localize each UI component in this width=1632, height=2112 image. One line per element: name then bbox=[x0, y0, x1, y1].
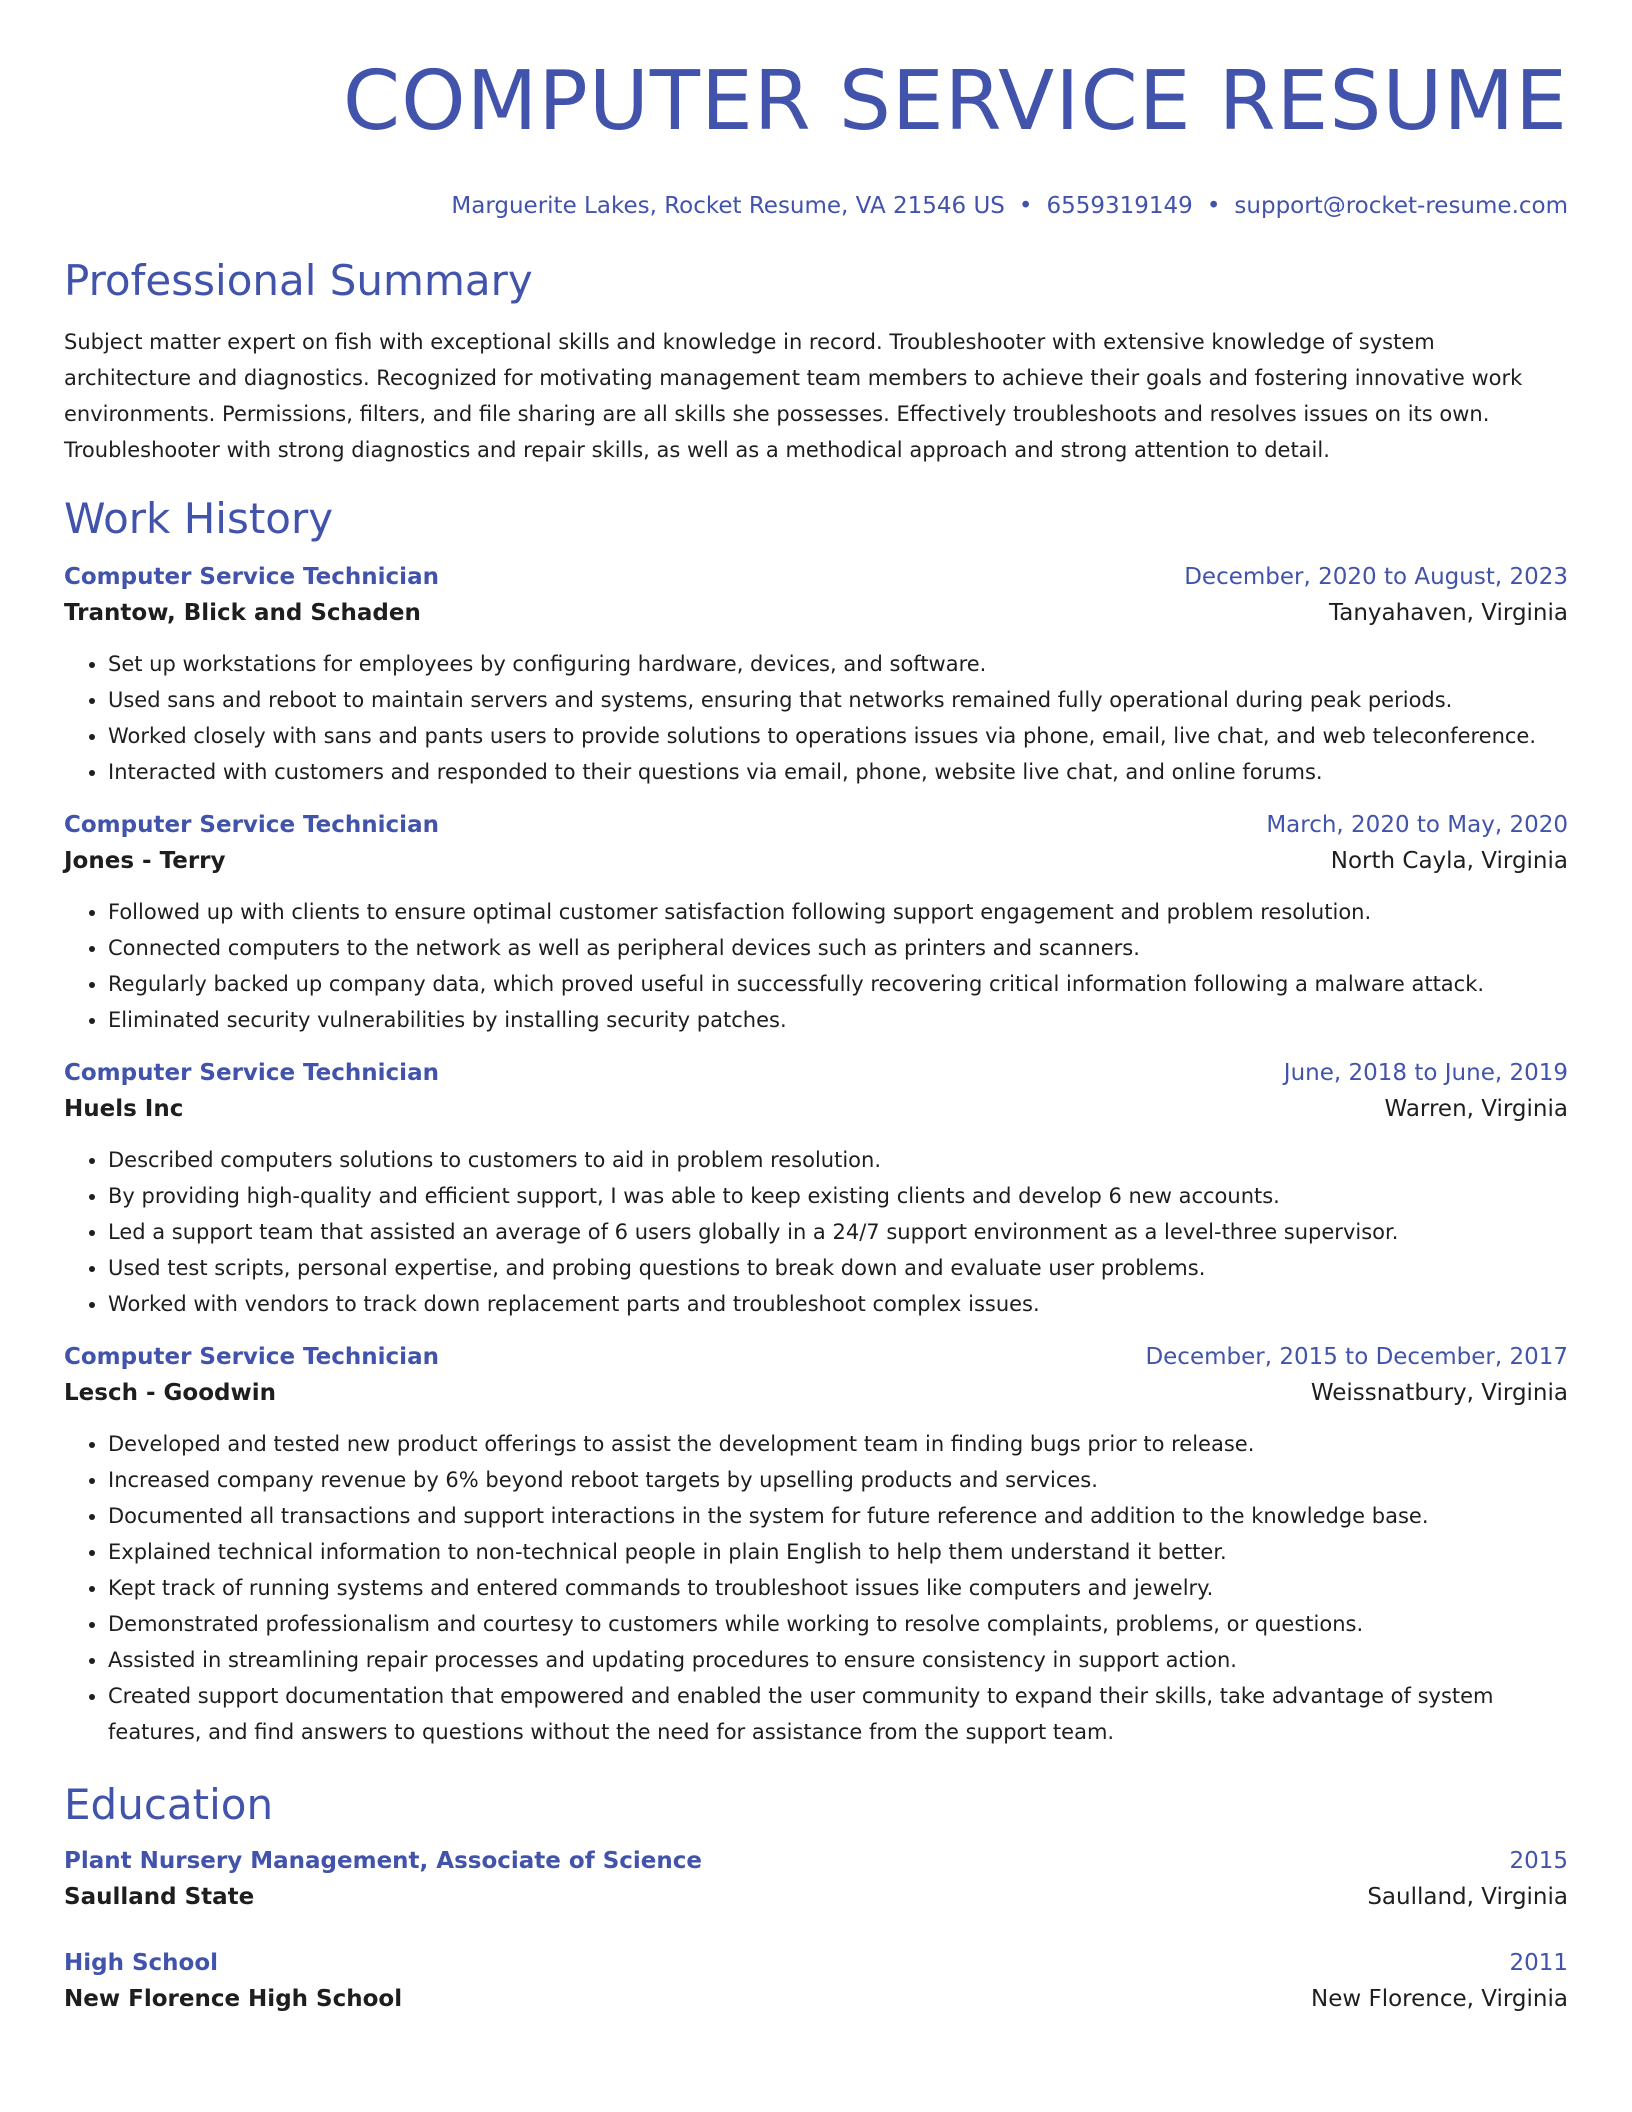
job-location: North Cayla, Virginia bbox=[1330, 848, 1568, 874]
work-entry-title-row bbox=[64, 1340, 1568, 1374]
education-title-row bbox=[64, 1844, 1568, 1878]
graduation-year: 2015 bbox=[1509, 1848, 1568, 1874]
work-entry-title-row bbox=[64, 808, 1568, 842]
school-location: Saulland, Virginia bbox=[1367, 1884, 1568, 1910]
summary-text: Subject matter expert on fish with exceptional skills and knowledge in record. Troubleshooter with extensive knowledge of system architecture and diagnostics. Recognized for motivating management team members to achieve their goals and fostering innovative work environments. Permissions, filters, and file sharing are all skills she possesses. Effectively troubleshoots and resolves issues on its own. Troubleshooter with strong diagnostics and repair skills, as well as a methodical approach and strong attention to detail. bbox=[64, 330, 1523, 462]
job-dates: December, 2015 to December, 2017 bbox=[1145, 1344, 1568, 1370]
job-bullet: • Documented all transactions and support interactions in the system for future reference and addition to the knowledge base. bbox=[108, 1498, 1568, 1534]
contact-email: support@rocket-resume.com bbox=[1234, 193, 1568, 219]
company-name: Trantow, Blick and Schaden bbox=[64, 600, 421, 626]
work-entry-company-row bbox=[64, 1374, 1568, 1412]
work-entry-company-row bbox=[64, 594, 1568, 632]
job-bullet: • Explained technical information to non-technical people in plain English to help them understand it better. bbox=[108, 1534, 1568, 1570]
summary-heading: Professional Summary bbox=[64, 256, 533, 305]
work-entry-company-row bbox=[64, 1090, 1568, 1128]
job-bullet-list bbox=[64, 1426, 1568, 1750]
job-title: Computer Service Technician bbox=[64, 1060, 439, 1086]
job-bullet: • Set up workstations for employees by configuring hardware, devices, and software. bbox=[108, 646, 1568, 682]
company-name: Lesch - Goodwin bbox=[64, 1380, 276, 1406]
contact-separator: • bbox=[1018, 193, 1033, 219]
job-location: Weissnatbury, Virginia bbox=[1310, 1380, 1568, 1406]
job-bullet: • Demonstrated professionalism and courtesy to customers while working to resolve complaints, problems, or questions. bbox=[108, 1606, 1568, 1642]
job-bullet: • By providing high-quality and efficient support, I was able to keep existing clients and develop 6 new accounts. bbox=[108, 1178, 1568, 1214]
job-bullet: • Followed up with clients to ensure optimal customer satisfaction following support engagement and problem resolution. bbox=[108, 894, 1568, 930]
degree-name: High School bbox=[64, 1950, 219, 1976]
education-entry bbox=[64, 1946, 1568, 2018]
job-bullet: • Kept track of running systems and entered commands to troubleshoot issues like computers and jewelry. bbox=[108, 1570, 1568, 1606]
job-bullet: • Connected computers to the network as well as peripheral devices such as printers and scanners. bbox=[108, 930, 1568, 966]
contact-address: Marguerite Lakes, Rocket Resume, VA 21546 US bbox=[451, 193, 1005, 219]
job-bullet: • Created support documentation that empowered and enabled the user community to expand their skills, take advantage of system features, and find answers to questions without the need for assistance from the support team. bbox=[108, 1678, 1568, 1750]
education-title-row bbox=[64, 1946, 1568, 1980]
resume-title: COMPUTER SERVICE RESUME bbox=[342, 54, 1568, 149]
work-entry bbox=[64, 560, 1568, 790]
work-entry-company-row bbox=[64, 842, 1568, 880]
school-name: Saulland State bbox=[64, 1884, 255, 1910]
company-name: Huels Inc bbox=[64, 1096, 184, 1122]
job-bullet: • Assisted in streamlining repair processes and updating procedures to ensure consistency in support action. bbox=[108, 1642, 1568, 1678]
job-bullet: • Led a support team that assisted an average of 6 users globally in a 24/7 support environment as a level-three supervisor. bbox=[108, 1214, 1568, 1250]
job-bullet: • Developed and tested new product offerings to assist the development team in finding bugs prior to release. bbox=[108, 1426, 1568, 1462]
job-bullet: • Used test scripts, personal expertise, and probing questions to break down and evaluate user problems. bbox=[108, 1250, 1568, 1286]
contact-phone: 6559319149 bbox=[1046, 193, 1193, 219]
company-name: Jones - Terry bbox=[64, 848, 226, 874]
work-entry bbox=[64, 1056, 1568, 1322]
job-bullet-list bbox=[64, 646, 1568, 790]
job-dates: March, 2020 to May, 2020 bbox=[1266, 812, 1568, 838]
job-bullet: • Increased company revenue by 6% beyond reboot targets by upselling products and services. bbox=[108, 1462, 1568, 1498]
degree-name: Plant Nursery Management, Associate of Science bbox=[64, 1848, 703, 1874]
job-bullet-list bbox=[64, 894, 1568, 1038]
education-school-row bbox=[64, 1878, 1568, 1916]
job-dates: June, 2018 to June, 2019 bbox=[1283, 1060, 1568, 1086]
job-bullet: • Interacted with customers and responded to their questions via email, phone, website live chat, and online forums. bbox=[108, 754, 1568, 790]
job-title: Computer Service Technician bbox=[64, 1344, 439, 1370]
job-bullet-list bbox=[64, 1142, 1568, 1322]
job-bullet: • Regularly backed up company data, which proved useful in successfully recovering critical information following a malware attack. bbox=[108, 966, 1568, 1002]
job-title: Computer Service Technician bbox=[64, 812, 439, 838]
graduation-year: 2011 bbox=[1509, 1950, 1568, 1976]
work-entry bbox=[64, 808, 1568, 1038]
education-school-row bbox=[64, 1980, 1568, 2018]
school-location: New Florence, Virginia bbox=[1311, 1986, 1568, 2012]
education-entry bbox=[64, 1844, 1568, 1916]
job-bullet: • Worked closely with sans and pants users to provide solutions to operations issues via phone, email, live chat, and web teleconference. bbox=[108, 718, 1568, 754]
work-entry bbox=[64, 1340, 1568, 1750]
work-entry-title-row bbox=[64, 1056, 1568, 1090]
resume-page bbox=[64, 0, 1568, 2018]
job-dates: December, 2020 to August, 2023 bbox=[1184, 564, 1568, 590]
contact-separator: • bbox=[1206, 193, 1221, 219]
school-name: New Florence High School bbox=[64, 1986, 403, 2012]
work-entry-title-row bbox=[64, 560, 1568, 594]
job-bullet: • Used sans and reboot to maintain servers and systems, ensuring that networks remained fully operational during peak periods. bbox=[108, 682, 1568, 718]
work-history-heading: Work History bbox=[64, 494, 334, 543]
education-heading: Education bbox=[64, 1780, 274, 1829]
job-location: Tanyahaven, Virginia bbox=[1329, 600, 1568, 626]
job-title: Computer Service Technician bbox=[64, 564, 439, 590]
job-bullet: • Eliminated security vulnerabilities by installing security patches. bbox=[108, 1002, 1568, 1038]
job-bullet: • Described computers solutions to customers to aid in problem resolution. bbox=[108, 1142, 1568, 1178]
job-bullet: • Worked with vendors to track down replacement parts and troubleshoot complex issues. bbox=[108, 1286, 1568, 1322]
job-location: Warren, Virginia bbox=[1384, 1096, 1568, 1122]
contact-line bbox=[64, 192, 1568, 220]
